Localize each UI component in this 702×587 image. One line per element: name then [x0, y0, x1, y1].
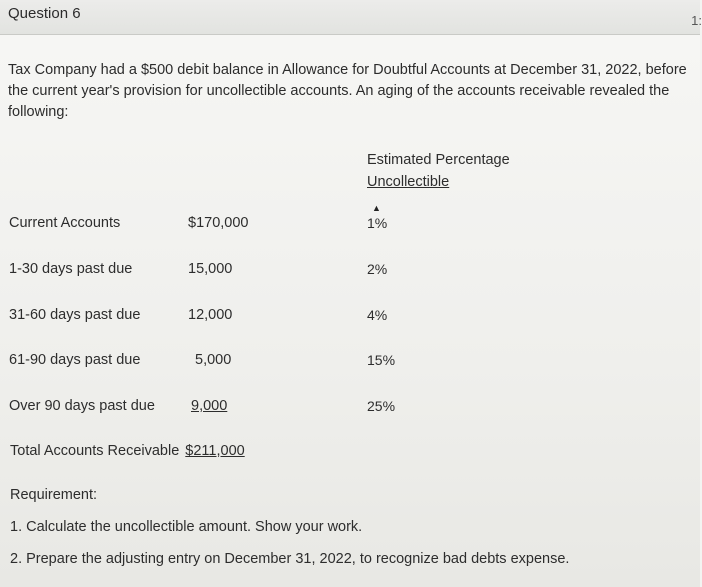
- aging-row-percentage: 25%: [367, 398, 396, 414]
- aging-row-percentage: 4%: [367, 307, 388, 323]
- requirement-item: 1. Calculate the uncollectible amount. Show your work.: [10, 519, 363, 535]
- aging-row-amount: 9,000: [191, 398, 228, 414]
- question-title: Question 6: [8, 5, 81, 22]
- total-label: Total Accounts Receivable: [10, 443, 180, 459]
- mouse-cursor-icon: ▲: [372, 203, 381, 213]
- total-amount: $211,000: [185, 443, 245, 459]
- aging-row-label: 1-30 days past due: [9, 261, 133, 277]
- percentage-header-line-1: Estimated Percentage: [367, 152, 510, 168]
- requirement-heading: Requirement:: [10, 487, 98, 503]
- aging-row-amount: 15,000: [188, 261, 233, 277]
- problem-statement: [8, 60, 698, 123]
- problem-line-1: Tax Company had a $500 debit balance in Allowance for Doubtful Accounts at December 31, 2022, before: [8, 62, 687, 78]
- aging-row-amount: $170,000: [188, 215, 249, 231]
- problem-line-3: following:: [8, 104, 69, 120]
- aging-row-amount: 5,000: [195, 352, 232, 368]
- aging-row-percentage: 2%: [367, 261, 388, 277]
- aging-row-percentage: 15%: [367, 352, 396, 368]
- aging-row-amount: 12,000: [188, 307, 233, 323]
- percentage-header-line-2: Uncollectible: [367, 174, 450, 190]
- aging-row-label: Current Accounts: [9, 215, 121, 231]
- aging-row-label: 31-60 days past due: [9, 307, 141, 323]
- aging-row-label: 61-90 days past due: [9, 352, 141, 368]
- percentage-column-header: [367, 149, 510, 193]
- aging-row-percentage: 1%: [367, 215, 388, 231]
- question-points: 1:: [691, 13, 702, 28]
- total-row: [10, 443, 245, 459]
- aging-row-label: Over 90 days past due: [9, 398, 155, 414]
- question-header: [0, 0, 700, 35]
- problem-line-2: the current year's provision for uncollectible accounts. An aging of the accounts receivable revealed the: [8, 83, 670, 99]
- requirement-item: 2. Prepare the adjusting entry on December 31, 2022, to recognize bad debts expense.: [10, 551, 570, 567]
